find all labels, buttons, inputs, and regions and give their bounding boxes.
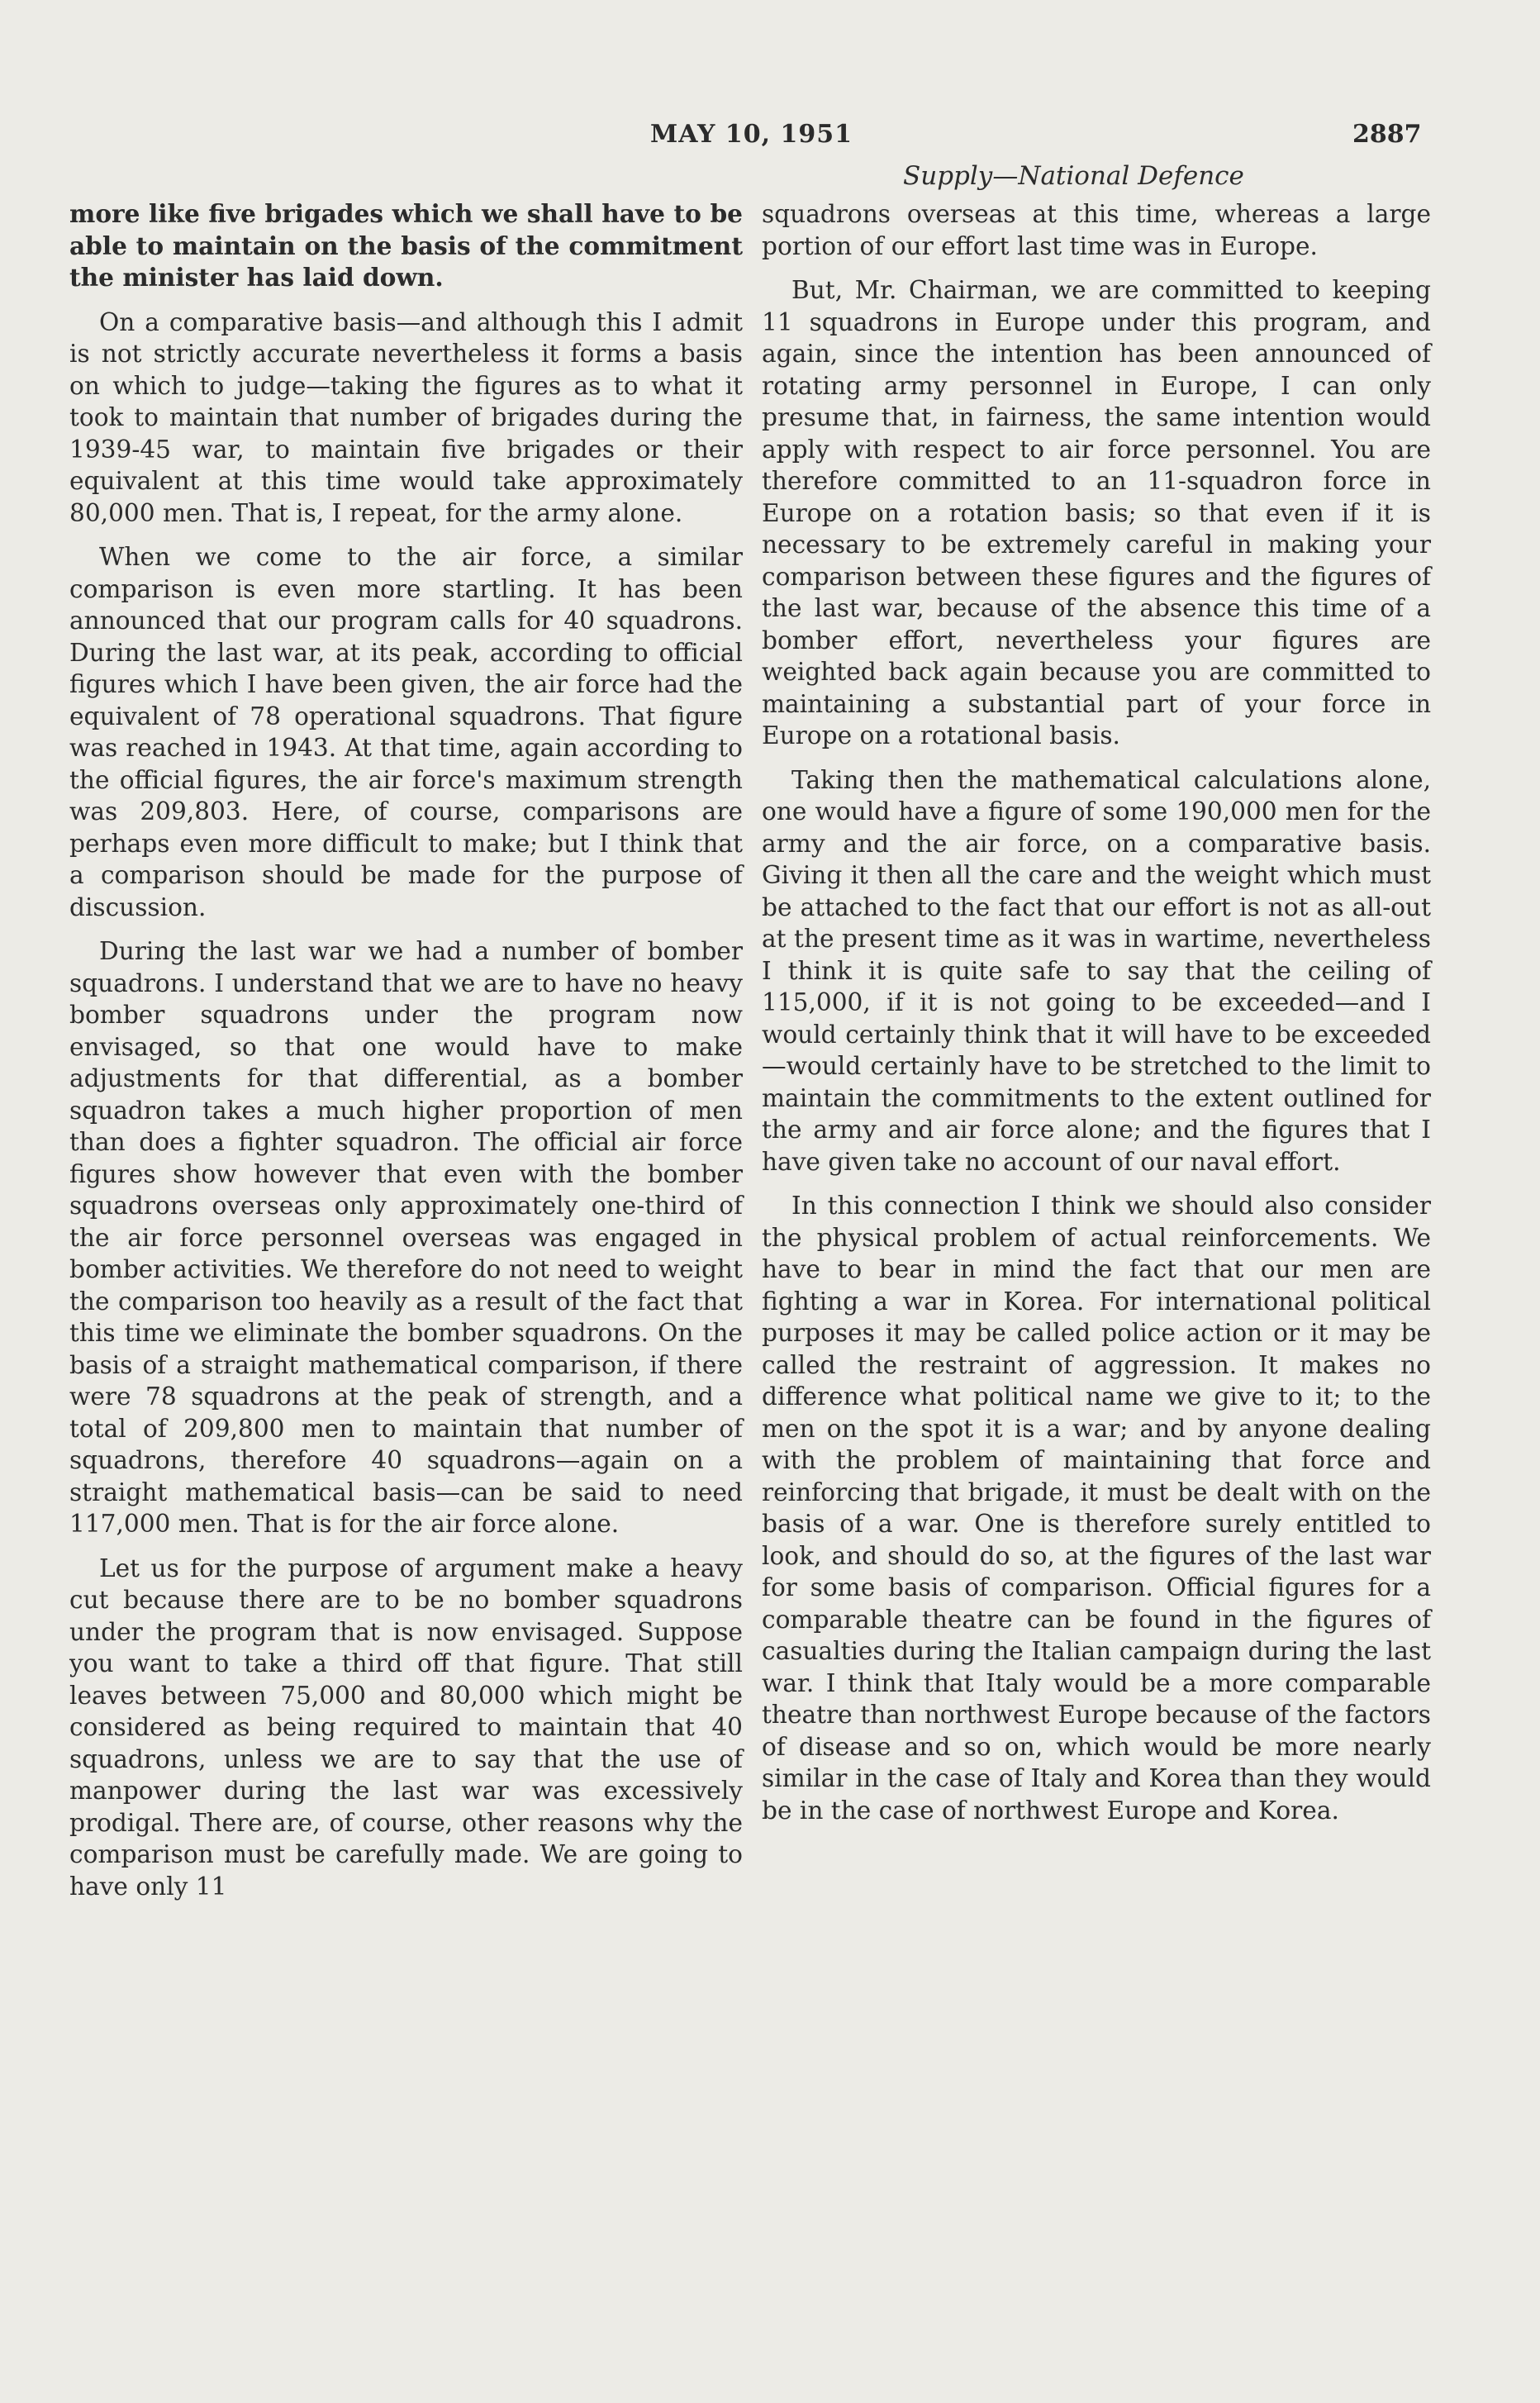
paragraph: more like five brigades which we shall have to be able to maintain on the basis of the commitment the minister has laid down. [69, 199, 743, 292]
paragraph: On a comparative basis—and although this I admit is not strictly accurate nevertheless it forms a basis on which to judge—taking the figures as to what it took to maintain that number of brigades during the 1939-45 war, to maintain five brigades or their equivalent at this time would take approximately 80,000 men. That is, I repeat, for the army alone. [69, 307, 743, 527]
paragraph: squadrons overseas at this time, whereas a large portion of our effort last time was in Europe. [762, 200, 1431, 260]
paragraph: Let us for the purpose of argument make a heavy cut because there are to be no bomber squadrons under the program that is now envisaged. Suppose you want to take a third off that figure. That still leaves between 75,000 and 80,000 which might be considered as being required to maintain that 40 squadrons, unless we are to say that the use of manpower during the last war was excessively prodigal. There are, of course, other reasons why the comparison must be carefully made. We are going to have only 11 [69, 1554, 743, 1901]
left-column [69, 198, 743, 1915]
paragraph: But, Mr. Chairman, we are committed to keeping 11 squadrons in Europe under this program, and again, since the intention has been announced of rotating army personnel in Europe, I can only presume that, in fairness, the same intention would apply with respect to air force personnel. You are therefore committed to an 11-squadron force in Europe on a rotation basis; so that even if it is necessary to be extremely careful in making your comparison between these figures and the figures of the last war, because of the absence this time of a bomber effort, nevertheless your figures are weighted back again because you are committed to maintaining a substantial part of your force in Europe on a rotational basis. [762, 276, 1431, 749]
paragraph: When we come to the air force, a similar comparison is even more startling. It has been announced that our program calls for 40 squadrons. During the last war, at its peak, according to official figures which I have been given, the air force had the equivalent of 78 operational squadrons. That figure was reached in 1943. At that time, again according to the official figures, the air force's maximum strength was 209,803. Here, of course, comparisons are perhaps even more difficult to make; but I think that a comparison should be made for the purpose of discussion. [69, 543, 743, 921]
section-title: Supply—National Defence [903, 161, 1244, 191]
right-column [762, 198, 1431, 1839]
paragraph: Taking then the mathematical calculations alone, one would have a figure of some 190,000 men for the army and the air force, on a comparative basis. Giving it then all the care and the weight which must be attached to the fact that our effort is not as all-out at the present time as it was in wartime, nevertheless I think it is quite safe to say that the ceiling of 115,000, if it is not going to be exceeded—and I would certainly think that it will have to be exceeded—would certainly have to be stretched to the limit to maintain the commitments to the extent outlined for the army and air force alone; and the figures that I have given take no account of our naval effort. [762, 765, 1431, 1176]
paragraph: During the last war we had a number of bomber squadrons. I understand that we are to have no heavy bomber squadrons under the program now envisaged, so that one would have to make adjustments for that differential, as a bomber squadron takes a much higher proportion of men than does a fighter squadron. The official air force figures show however that even with the bomber squadrons overseas only approximately one-third of the air force personnel overseas was engaged in bomber activities. We therefore do not need to weight the comparison too heavily as a result of the fact that this time we eliminate the bomber squadrons. On the basis of a straight mathematical comparison, if there were 78 squadrons at the peak of strength, and a total of 209,800 men to maintain that number of squadrons, therefore 40 squadrons—again on a straight mathematical basis—can be said to need 117,000 men. That is for the air force alone. [69, 937, 743, 1538]
paragraph: In this connection I think we should also consider the physical problem of actual reinforcements. We have to bear in mind the fact that our men are fighting a war in Korea. For international political purposes it may be called police action or it may be called the restraint of aggression. It makes no difference what political name we give to it; to the men on the spot it is a war; and by anyone dealing with the problem of maintaining that force and reinforcing that brigade, it must be dealt with on the basis of a war. One is therefore surely entitled to look, and should do so, at the figures of the last war for some basis of comparison. Official figures for a comparable theatre can be found in the figures of casualties during the Italian campaign during the last war. I think that Italy would be a more comparable theatre than northwest Europe because of the factors of disease and so on, which would be more nearly similar in the case of Italy and Korea than they would be in the case of northwest Europe and Korea. [762, 1192, 1431, 1825]
header-date: MAY 10, 1951 [650, 120, 853, 149]
page-number: 2887 [1352, 120, 1422, 149]
